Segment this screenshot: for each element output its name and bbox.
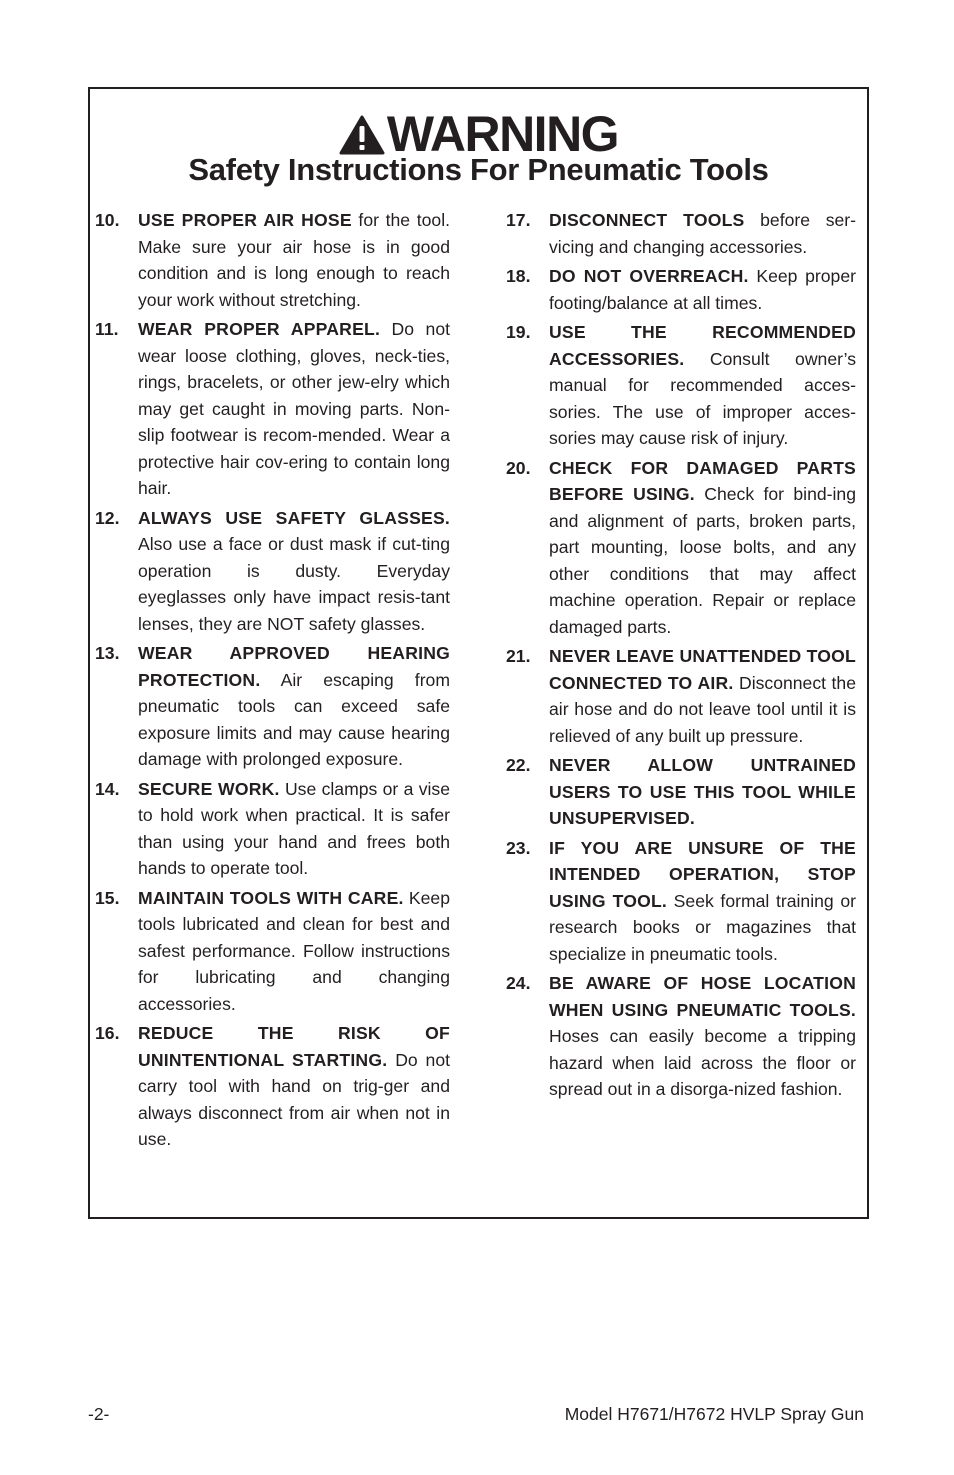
item-text xyxy=(549,319,856,452)
item-number: 23. xyxy=(506,837,531,858)
list-item xyxy=(506,207,856,260)
item-number: 14. xyxy=(95,778,120,799)
item-heading: IF YOU ARE UNSURE OF THE INTENDED OPERATION, STOP USING TOOL. xyxy=(549,837,856,911)
item-number: 15. xyxy=(95,887,120,908)
item-body: Do not carry tool with hand on trig-ger and always disconnect from air when not in use. xyxy=(138,1049,451,1149)
list-item xyxy=(95,316,450,502)
item-number: 11. xyxy=(95,319,119,339)
item-heading: NEVER LEAVE UNATTENDED TOOL CONNECTED TO AIR. xyxy=(549,646,856,693)
item-body: Keep proper footing/balance at all times. xyxy=(549,266,856,313)
page-subtitle: Safety Instructions For Pneumatic Tools xyxy=(188,152,769,187)
item-text xyxy=(138,776,450,882)
item-text xyxy=(138,207,450,313)
item-text xyxy=(138,316,450,502)
list-item xyxy=(506,835,856,968)
item-heading: DO NOT OVERREACH. xyxy=(549,266,749,286)
item-number: 19. xyxy=(506,322,531,342)
item-heading: USE THE RECOMMENDED ACCESSORIES. xyxy=(549,322,856,369)
item-number: 12. xyxy=(95,507,120,528)
item-body: Keep tools lubricated and clean for best and safest performance. Follow instructions for lubricating and changing accessories. xyxy=(138,887,450,1014)
item-body: Also use a face or dust mask if cut-ting operation is dusty. Everyday eyeglasses only have impact resis-tant lenses, they are NOT safety glasses. xyxy=(138,534,450,634)
item-number: 24. xyxy=(506,973,531,993)
left-column xyxy=(95,207,450,1156)
list-item xyxy=(95,505,450,638)
item-heading: USE PROPER AIR HOSE xyxy=(138,210,352,230)
item-body: Do not wear loose clothing, gloves, neck-ties, rings, bracelets, or other jew-elry which may get caught in moving parts. Non-slip footwear is recom-mended. Wear a protective hair cov-ering to contain long hair. xyxy=(138,319,450,498)
list-item xyxy=(95,640,450,773)
item-heading: NEVER ALLOW UNTRAINED USERS TO USE THIS TOOL WHILE UNSUPERVISED. xyxy=(549,755,856,828)
item-heading: MAINTAIN TOOLS WITH CARE. xyxy=(138,887,404,908)
list-item xyxy=(506,643,856,749)
item-text xyxy=(549,207,856,260)
list-item xyxy=(506,752,856,832)
item-number: 16. xyxy=(95,1023,120,1043)
item-text xyxy=(138,1020,450,1153)
item-body: Disconnect the air hose and do not leave tool until it is relieved of any built up pressure. xyxy=(549,672,856,746)
list-item xyxy=(95,776,450,882)
item-heading: WEAR APPROVED HEARING PROTECTION. xyxy=(138,643,450,690)
item-text xyxy=(549,643,856,749)
item-text xyxy=(138,505,450,638)
item-text xyxy=(549,455,856,641)
item-text xyxy=(549,835,856,968)
item-body: Air escaping from pneumatic tools can exceed safe exposure limits and may cause hearing damage with prolonged exposure. xyxy=(138,669,450,769)
item-heading: WEAR PROPER APPAREL. xyxy=(138,319,381,339)
item-number: 10. xyxy=(95,210,120,230)
item-body: Use clamps or a vise to hold work when practical. It is safer than using your hand and frees both hands to operate tool. xyxy=(138,778,450,878)
item-body: Seek formal training or research books or magazines that specialize in pneumatic tools. xyxy=(549,890,856,964)
item-number: 22. xyxy=(506,755,531,775)
item-number: 18. xyxy=(506,266,531,286)
list-item xyxy=(95,1020,450,1153)
item-text xyxy=(549,752,856,832)
warning-triangle-icon xyxy=(339,115,385,155)
item-heading: DISCONNECT TOOLS xyxy=(549,210,745,230)
item-number: 13. xyxy=(95,643,120,663)
model-footer: Model H7671/H7672 HVLP Spray Gun xyxy=(564,1404,864,1424)
item-heading: ALWAYS USE SAFETY GLASSES. xyxy=(138,507,450,528)
item-text xyxy=(138,640,450,773)
right-column xyxy=(506,207,856,1106)
item-text xyxy=(138,885,450,1018)
item-heading: CHECK FOR DAMAGED PARTS BEFORE USING. xyxy=(549,457,856,504)
item-number: 20. xyxy=(506,457,531,478)
item-body: Hoses can easily become a tripping hazard when laid across the floor or spread out in a disorga-nized fashion. xyxy=(549,1026,856,1099)
item-heading: BE AWARE OF HOSE LOCATION WHEN USING PNEUMATIC TOOLS. xyxy=(549,973,856,1020)
list-item xyxy=(95,207,450,313)
item-body: before ser-vicing and changing accessories. xyxy=(549,210,856,257)
item-body: Consult owner’s manual for recommended acces-sories. The use of improper acces-sories may cause risk of injury. xyxy=(549,348,856,448)
warning-title: WARNING xyxy=(386,106,619,162)
item-body: for the tool. Make sure your air hose is in good condition and is long enough to reach your work without stretching. xyxy=(138,210,450,310)
item-text xyxy=(549,263,856,316)
item-heading: REDUCE THE RISK OF UNINTENTIONAL STARTING. xyxy=(138,1023,450,1070)
item-text xyxy=(549,970,856,1103)
page-number: -2- xyxy=(88,1404,110,1424)
item-heading: SECURE WORK. xyxy=(138,778,280,799)
list-item xyxy=(506,970,856,1103)
list-item xyxy=(506,455,856,641)
item-body: Check for bind-ing and alignment of parts, broken parts, part mounting, loose bolts, and any other conditions that may affect machine operation. Repair or replace damaged parts. xyxy=(549,484,856,637)
list-item xyxy=(506,319,856,452)
item-number: 21. xyxy=(506,646,531,666)
item-number: 17. xyxy=(506,210,531,230)
warning-box xyxy=(88,87,869,1219)
list-item xyxy=(506,263,856,316)
list-item xyxy=(95,885,450,1018)
